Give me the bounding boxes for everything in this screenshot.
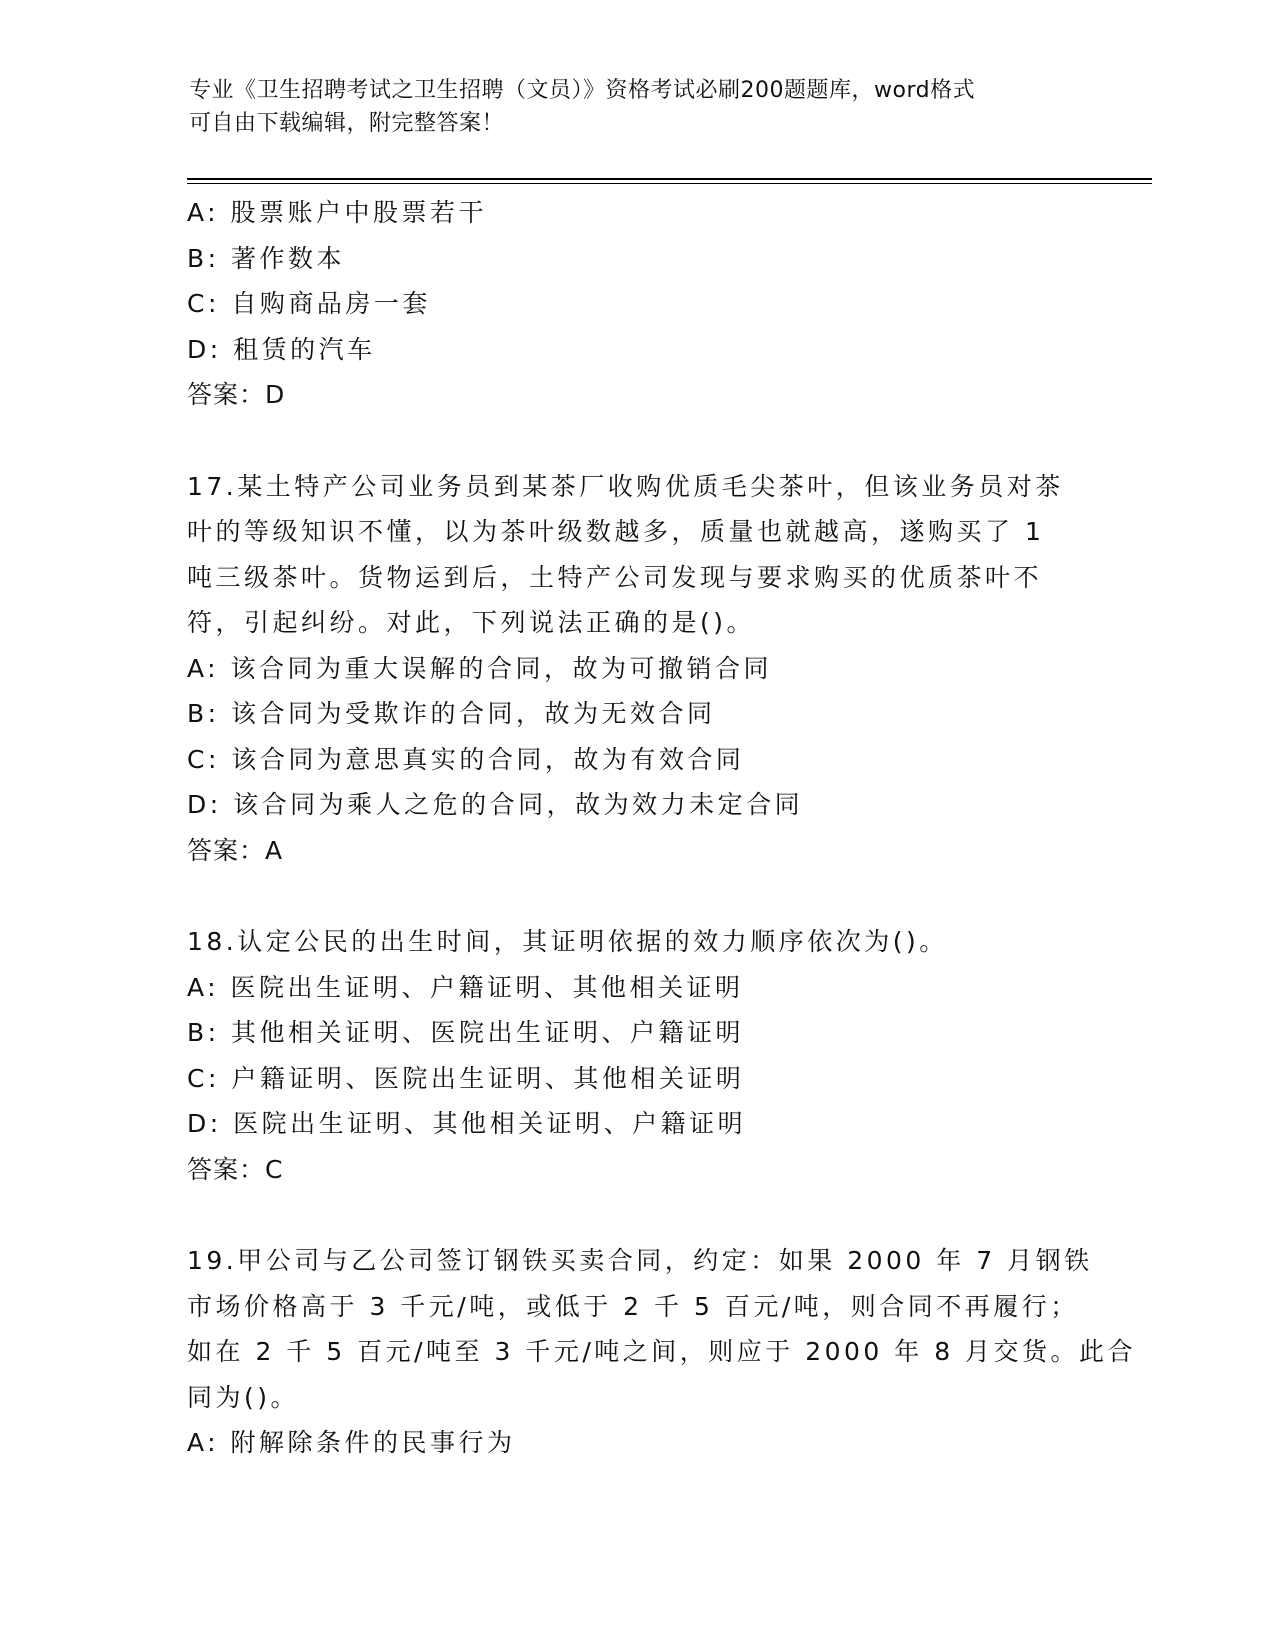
spacer xyxy=(187,418,1087,464)
option-b: B: 其他相关证明、医院出生证明、户籍证明 xyxy=(187,1018,745,1047)
question-text-line: 如在 2 千 5 百元/吨至 3 千元/吨之间，则应于 2000 年 8 月交货。此合 xyxy=(187,1337,1137,1366)
answer-line: 答案：D xyxy=(187,380,286,409)
question-block-17 xyxy=(187,464,1087,874)
option-a: A: 该合同为重大误解的合同，故为可撤销合同 xyxy=(187,653,773,683)
option-d: D: 租赁的汽车 xyxy=(187,334,376,364)
spacer xyxy=(187,1192,1087,1238)
header-rule-thick xyxy=(187,178,1152,180)
option-b: B: 著作数本 xyxy=(187,243,346,273)
question-text-line: 18.认定公民的出生时间，其证明依据的效力顺序依次为()。 xyxy=(187,927,948,956)
question-block-18 xyxy=(187,919,1087,1192)
spacer xyxy=(187,873,1087,919)
question-text-line: 市场价格高于 3 千元/吨，或低于 2 千 5 百元/吨，则合同不再履行； xyxy=(187,1291,1079,1321)
answer-line: 答案：A xyxy=(187,835,284,865)
document-header xyxy=(189,74,1069,140)
document-body xyxy=(187,190,1137,1466)
header-title-line-2: 可自由下载编辑，附完整答案！ xyxy=(189,111,505,136)
option-a: A: 股票账户中股票若干 xyxy=(187,198,488,227)
option-c: C: 自购商品房一套 xyxy=(187,289,431,318)
option-d: D: 医院出生证明、其他相关证明、户籍证明 xyxy=(187,1109,747,1138)
header-title-line-1: 专业《卫生招聘考试之卫生招聘（文员）》资格考试必刷200题题库，word格式 xyxy=(189,78,976,103)
option-c: C: 该合同为意思真实的合同，故为有效合同 xyxy=(187,744,745,774)
question-block-19 xyxy=(187,1238,1137,1466)
question-text-line: 同为()。 xyxy=(187,1382,300,1412)
option-a: A: 医院出生证明、户籍证明、其他相关证明 xyxy=(187,972,744,1002)
option-c: C: 户籍证明、医院出生证明、其他相关证明 xyxy=(187,1063,745,1093)
header-rule-thin xyxy=(187,183,1152,184)
option-a: A: 附解除条件的民事行为 xyxy=(187,1428,516,1457)
question-block-16 xyxy=(187,190,1087,418)
option-b: B: 该合同为受欺诈的合同，故为无效合同 xyxy=(187,699,716,728)
question-text-line: 符，引起纠纷。对此，下列说法正确的是()。 xyxy=(187,608,756,637)
question-text-line: 17.某土特产公司业务员到某茶厂收购优质毛尖茶叶，但该业务员对茶 xyxy=(187,471,1064,501)
question-text-line: 19.甲公司与乙公司签订钢铁买卖合同，约定：如果 2000 年 7 月钢铁 xyxy=(187,1246,1093,1275)
answer-line: 答案：C xyxy=(187,1154,284,1184)
option-d: D: 该合同为乘人之危的合同，故为效力未定合同 xyxy=(187,790,804,819)
question-text-line: 叶的等级知识不懂，以为茶叶级数越多，质量也就越高，遂购买了 1 xyxy=(187,517,1045,546)
question-text-line: 吨三级茶叶。货物运到后，土特产公司发现与要求购买的优质茶叶不 xyxy=(187,562,1043,592)
